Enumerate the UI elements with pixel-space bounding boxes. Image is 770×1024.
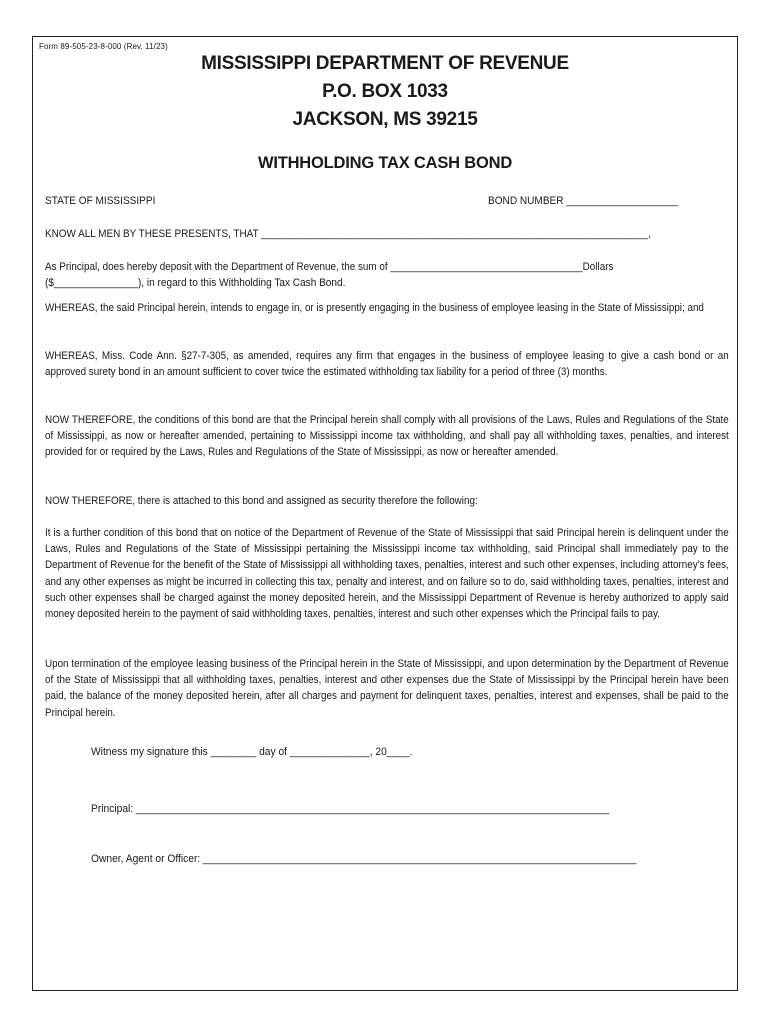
page-title: WITHHOLDING TAX CASH BOND bbox=[257, 154, 513, 172]
termination-paragraph: Upon termination of the employee leasing business of the Principal herein in the State of Mississippi, and upon determination by the Department of Revenue of the State of Mississippi that all withholding taxes, penalties, interest and other expenses due the State of Mississippi by the Principal herein have been paid, the balance of the money deposited herein, after all charges and payment for delinquent taxes, penalties, interest and expenses, shall be paid to the Principal herein. bbox=[45, 658, 729, 719]
further-condition-paragraph: It is a further condition of this bond that on notice of the Department of Revenue of the State of Mississippi that said Principal herein is delinquent under the Laws, Rules and Regulations of the State of Mississippi pertaining the Mississippi income tax withholding, said Principal shall immediately pay to the Department of Revenue for the benefit of the State of Mississippi all withholding taxes, penalties, interest and such other expenses, including attorney’s fees, and any other expenses as might be incurred in collecting this tax, penalty and interest, and on failure so to do, said withholding taxes, penalties, interest and such other expenses shall be charged against the money deposited herein, and the Mississippi Department of Revenue is hereby authorized to apply said money deposited herein to the payment of said withholding taxes, penalties, interest and such other expenses which the Principal fails to pay. bbox=[45, 527, 729, 621]
whereas-paragraph-1: WHEREAS, the said Principal herein, intends to engage in, or is presently engaging in the business of employee leasing in the State of Mississippi; and bbox=[45, 302, 704, 314]
know-all-field[interactable]: KNOW ALL MEN BY THESE PRESENTS, THAT ______________________________________________________________________, bbox=[45, 228, 651, 240]
whereas-paragraph-2: WHEREAS, Miss. Code Ann. §27-7-305, as amended, requires any firm that engages in the business of employee leasing to give a cash bond or an approved surety bond in an amount sufficient to cover twice the estimated withholding tax liability for a period of three (3) months. bbox=[45, 350, 729, 379]
agency-name: MISSISSIPPI DEPARTMENT OF REVENUE bbox=[201, 53, 569, 74]
po-box: P.O. BOX 1033 bbox=[322, 81, 448, 102]
deposit-amount-field[interactable]: ($_______________), in regard to this Withholding Tax Cash Bond. bbox=[45, 277, 346, 289]
city-state-zip: JACKSON, MS 39215 bbox=[292, 109, 478, 130]
bond-number-field[interactable]: BOND NUMBER ____________________ bbox=[488, 195, 679, 207]
form-number: Form 89-505-23-8-000 (Rev. 11/23) bbox=[39, 42, 168, 51]
form-border bbox=[32, 36, 738, 991]
principal-signature-field[interactable]: Principal: ___________________________________________________________________________________ bbox=[91, 803, 610, 815]
deposit-sum-field[interactable]: As Principal, does hereby deposit with the Department of Revenue, the sum of ___________________________________Dollars bbox=[45, 261, 614, 273]
now-therefore-paragraph-2: NOW THEREFORE, there is attached to this bond and assigned as security therefore the following: bbox=[45, 495, 478, 507]
owner-agent-officer-field[interactable]: Owner, Agent or Officer: ____________________________________________________________________________ bbox=[91, 853, 637, 865]
state-line: STATE OF MISSISSIPPI bbox=[45, 195, 156, 207]
now-therefore-paragraph-1: NOW THEREFORE, the conditions of this bond are that the Principal herein shall comply with all provisions of the Laws, Rules and Regulations of the State of Mississippi, as now or hereafter amended, pertaining to Mississippi income tax withholding, and shall pay all withholding taxes, penalties, and interest provided for or required by the Laws, Rules and Regulations of the State of Mississippi, as now or hereafter amended. bbox=[45, 414, 729, 459]
witness-signature-date-field[interactable]: Witness my signature this ________ day of ______________, 20____. bbox=[91, 746, 413, 758]
